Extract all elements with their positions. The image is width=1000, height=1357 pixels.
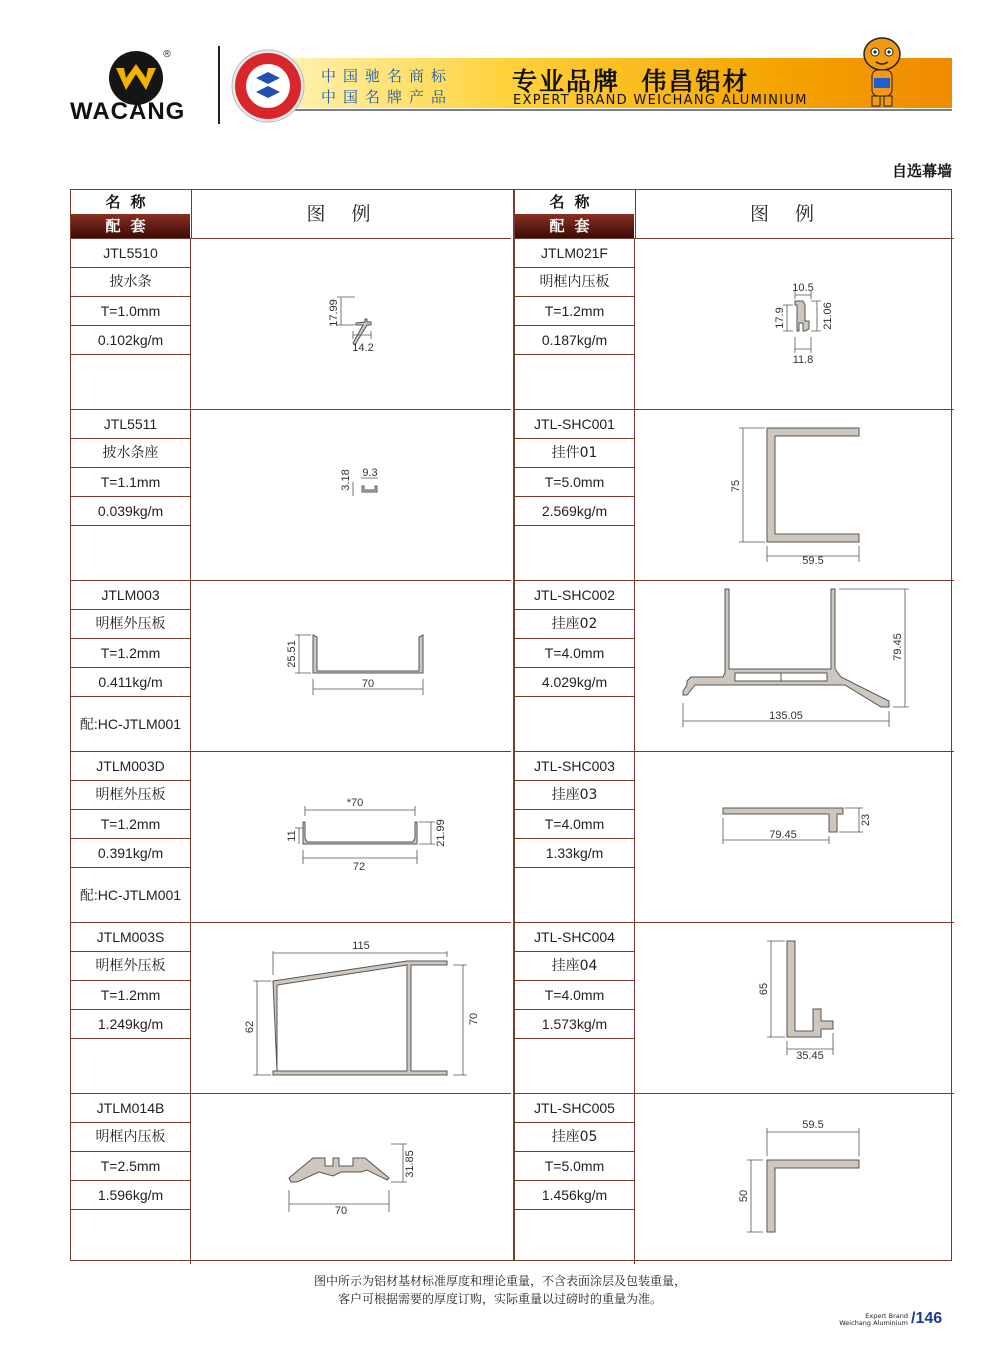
spec-cells	[515, 1094, 635, 1264]
spec-cells	[71, 410, 191, 580]
header-name: 名称	[515, 190, 634, 214]
dim-right: 70	[468, 1012, 480, 1026]
dim-top: *70	[346, 797, 364, 809]
dim-width: 135.05	[769, 710, 803, 722]
dim-right: 21.99	[435, 819, 447, 847]
right-column	[513, 190, 954, 1260]
profile-drawing	[191, 923, 510, 1093]
dim-width: 14.2	[352, 342, 374, 354]
profile-entry	[515, 410, 954, 581]
header-figure: 图例	[635, 190, 954, 238]
footer-note	[180, 1272, 820, 1308]
profile-thickness: T=4.0mm	[515, 981, 634, 1010]
profile-drawing	[635, 752, 954, 922]
spec-cells	[515, 581, 635, 751]
profile-name: 披水条座	[71, 439, 190, 468]
profile-thickness: T=5.0mm	[515, 468, 634, 497]
dim-height: 3.18	[340, 469, 352, 491]
dim-width: 70	[361, 678, 375, 690]
profile-weight: 1.573kg/m	[515, 1010, 634, 1039]
profile-drawing	[191, 752, 510, 922]
profile-name: 明框外压板	[71, 610, 190, 639]
dim-height: 65	[758, 982, 770, 996]
profile-thickness: T=1.2mm	[71, 981, 190, 1010]
profile-drawing	[635, 581, 954, 751]
slogan-line-1: 中国驰名商标	[321, 67, 454, 85]
profile-thickness: T=1.2mm	[515, 297, 634, 326]
profile-note: 配:HC-JTLM001	[79, 716, 182, 732]
profile-code: JTL-SHC004	[515, 923, 634, 952]
profile-name: 明框外压板	[71, 952, 190, 981]
profile-code: JTL-SHC001	[515, 410, 634, 439]
header-pairing: 配套	[71, 214, 190, 238]
tiger-mascot-icon	[850, 32, 914, 112]
china-top-brand-seal-icon	[230, 48, 306, 124]
dim-width: 79.45	[769, 829, 797, 841]
profile-name: 挂件01	[515, 439, 634, 468]
left-column	[71, 190, 511, 1260]
spec-cells	[71, 239, 191, 409]
profile-weight: 1.249kg/m	[71, 1010, 190, 1039]
spec-cells	[515, 239, 635, 409]
spec-cells	[71, 923, 191, 1093]
profile-drawing	[191, 581, 510, 751]
dim-left: 62	[244, 1020, 256, 1034]
dim-top: 10.5	[792, 282, 814, 294]
profile-name: 明框外压板	[71, 781, 190, 810]
profile-entry	[71, 581, 511, 752]
profile-entry	[515, 752, 954, 923]
slogan-left	[321, 66, 481, 108]
dim-height: 75	[730, 479, 742, 493]
profile-note: 配:HC-JTLM001	[79, 887, 182, 903]
profile-code: JTL5511	[71, 410, 190, 439]
profile-name: 挂座02	[515, 610, 634, 639]
slogan-line-2: 中国名牌产品	[321, 88, 454, 106]
profile-entry	[71, 752, 511, 923]
registered-mark: ®	[162, 49, 172, 60]
header-pairing: 配套	[515, 214, 634, 238]
footer-note-line-1: 图中所示为铝材基材标准厚度和理论重量，不含表面涂层及包装重量，	[313, 1274, 686, 1288]
dim-height: 79.45	[892, 633, 904, 661]
slogan-cn: 专业品牌 伟昌铝材	[512, 67, 750, 96]
dim-left: 17.9	[774, 307, 786, 329]
profile-drawing	[635, 923, 954, 1093]
profile-drawing	[191, 239, 510, 409]
spec-cells	[515, 752, 635, 922]
profile-weight: 0.187kg/m	[515, 326, 634, 355]
dim-top: 115	[352, 940, 370, 952]
profile-weight: 0.039kg/m	[71, 497, 190, 526]
profile-weight: 1.596kg/m	[71, 1181, 190, 1210]
profile-entry	[515, 923, 954, 1094]
slogan-en: EXPERT BRAND WEICHANG ALUMINIUM	[513, 93, 808, 108]
page-brand	[808, 1313, 908, 1327]
profile-name: 挂座05	[515, 1123, 634, 1152]
profile-thickness: T=4.0mm	[515, 810, 634, 839]
profile-thickness: T=1.1mm	[71, 468, 190, 497]
profile-thickness: T=5.0mm	[515, 1152, 634, 1181]
header-divider	[218, 46, 220, 124]
profile-weight: 2.569kg/m	[515, 497, 634, 526]
dim-left: 11	[286, 830, 298, 842]
profile-thickness: T=1.2mm	[71, 810, 190, 839]
profile-code: JTL-SHC003	[515, 752, 634, 781]
header-figure: 图例	[191, 190, 511, 238]
profile-weight: 0.411kg/m	[71, 668, 190, 697]
profile-code: JTLM021F	[515, 239, 634, 268]
profile-drawing	[635, 410, 954, 580]
dim-height: 23	[860, 813, 872, 827]
profile-name: 明框内压板	[515, 268, 634, 297]
dim-height: 17.99	[328, 299, 340, 327]
profile-thickness: T=1.2mm	[71, 639, 190, 668]
spec-cells	[515, 410, 635, 580]
profile-weight: 0.102kg/m	[71, 326, 190, 355]
profile-code: JTLM003D	[71, 752, 190, 781]
profile-weight: 0.391kg/m	[71, 839, 190, 868]
profile-weight: 1.33kg/m	[515, 839, 634, 868]
profile-entry	[71, 239, 511, 410]
dim-height: 25.51	[286, 640, 298, 668]
header-name: 名称	[71, 190, 190, 214]
profile-thickness: T=2.5mm	[71, 1152, 190, 1181]
spec-cells	[71, 1094, 191, 1264]
page-number: /146	[911, 1310, 943, 1327]
profile-name: 挂座04	[515, 952, 634, 981]
profile-drawing	[191, 410, 510, 580]
dim-height: 50	[738, 1189, 750, 1203]
profile-entry	[71, 923, 511, 1094]
dim-width: 72	[352, 861, 366, 873]
dim-width: 59.5	[802, 555, 824, 567]
spec-cells	[515, 923, 635, 1093]
profile-code: JTL-SHC005	[515, 1094, 634, 1123]
dim-width: 59.5	[802, 1119, 824, 1131]
dim-width: 9.3	[362, 467, 378, 479]
profile-name: 挂座03	[515, 781, 634, 810]
table-header	[71, 190, 511, 239]
profile-entry	[515, 581, 954, 752]
profile-code: JTLM003S	[71, 923, 190, 952]
dim-width: 35.45	[796, 1050, 824, 1062]
profile-drawing	[635, 1094, 954, 1264]
profile-drawing	[635, 239, 954, 409]
section-title: 自选幕墙	[891, 162, 952, 180]
profile-code: JTLM014B	[71, 1094, 190, 1123]
brand-name: WACANG	[70, 98, 186, 125]
table-header	[515, 190, 954, 239]
footer-note-line-2: 客户可根据需要的厚度订购，实际重量以过磅时的重量为准。	[337, 1292, 662, 1306]
profile-weight: 4.029kg/m	[515, 668, 634, 697]
profile-name: 披水条	[71, 268, 190, 297]
profile-entry	[71, 1094, 511, 1264]
dim-height: 31.85	[404, 1150, 416, 1178]
page-brand-line-1: Expert Brand	[865, 1312, 908, 1320]
profile-thickness: T=4.0mm	[515, 639, 634, 668]
profile-name: 明框内压板	[71, 1123, 190, 1152]
profile-thickness: T=1.0mm	[71, 297, 190, 326]
profile-entry	[515, 1094, 954, 1264]
profile-catalog-table	[70, 189, 952, 1261]
profile-drawing	[191, 1094, 510, 1264]
profile-entry	[71, 410, 511, 581]
profile-code: JTL-SHC002	[515, 581, 634, 610]
profile-code: JTL5510	[71, 239, 190, 268]
profile-weight: 1.456kg/m	[515, 1181, 634, 1210]
profile-entry	[515, 239, 954, 410]
profile-code: JTLM003	[71, 581, 190, 610]
dim-width: 70	[334, 1205, 348, 1217]
page-brand-line-2: Weichang Aluminium	[839, 1319, 908, 1327]
dim-right: 21.06	[822, 302, 834, 330]
dim-bottom: 11.8	[792, 354, 814, 366]
